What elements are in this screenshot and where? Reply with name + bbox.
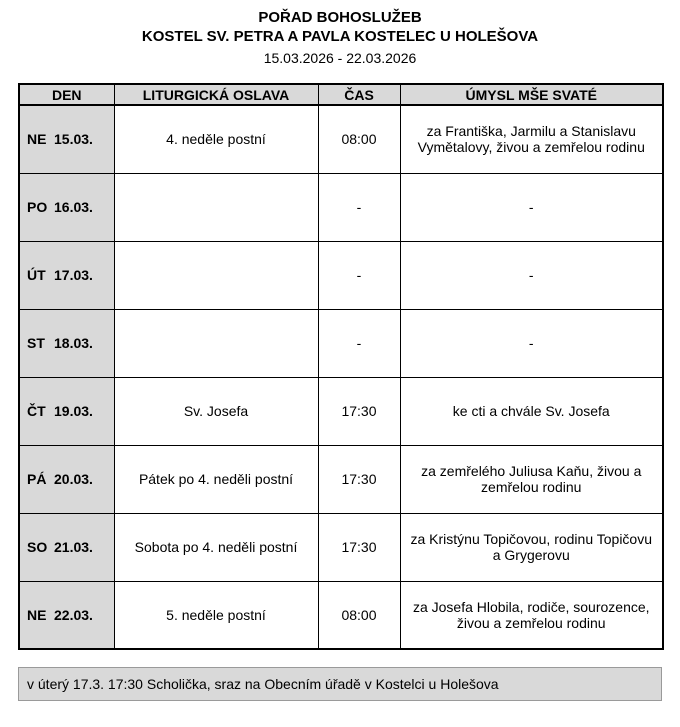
time-cell: 17:30	[318, 445, 400, 513]
col-header-umysl: ÚMYSL MŠE SVATÉ	[400, 84, 663, 105]
time-cell: 17:30	[318, 377, 400, 445]
day-cell	[19, 377, 114, 445]
intention-cell: -	[400, 173, 663, 241]
church-name: KOSTEL SV. PETRA A PAVLA KOSTELEC U HOLEŠOVA	[141, 28, 539, 45]
schedule-row	[19, 581, 663, 649]
day-date: 17.03.	[54, 267, 93, 283]
date-range: 15.03.2026 - 22.03.2026	[263, 50, 417, 66]
intention-cell: -	[400, 309, 663, 377]
celebration-cell: Sobota po 4. neděli postní	[114, 513, 318, 581]
celebration-cell: 4. neděle postní	[114, 105, 318, 173]
col-header-den: DEN	[19, 84, 114, 105]
intention-cell: za zemřelého Juliusa Kaňu, živou a zemřelou rodinu	[400, 445, 663, 513]
footer-note-text: v úterý 17.3. 17:30 Scholička, sraz na Obecním úřadě v Kostelci u Holešova	[27, 676, 499, 692]
day-abbr: NE	[27, 606, 47, 623]
intention-cell: za Kristýnu Topičovou, rodinu Topičovu a Grygerovu	[400, 513, 663, 581]
day-date: 15.03.	[54, 131, 93, 148]
intention-cell: ke cti a chvále Sv. Josefa	[400, 377, 663, 445]
day-date: 16.03.	[54, 199, 93, 215]
day-abbr: ÚT	[27, 267, 46, 283]
intention-cell: za Josefa Hlobila, rodiče, sourozence, živou a zemřelou rodinu	[400, 581, 663, 649]
celebration-cell: Sv. Josefa	[114, 377, 318, 445]
schedule-row	[19, 241, 663, 309]
schedule-row	[19, 513, 663, 581]
footer-note	[18, 667, 662, 701]
day-cell	[19, 173, 114, 241]
schedule-row	[19, 445, 663, 513]
day-cell	[19, 513, 114, 581]
day-abbr: NE	[27, 131, 47, 148]
schedule-table	[18, 83, 664, 650]
schedule-row	[19, 377, 663, 445]
table-header-row	[19, 84, 663, 105]
day-cell	[19, 309, 114, 377]
day-abbr: ČT	[27, 403, 46, 419]
page-title: POŘAD BOHOSLUŽEB	[258, 9, 422, 26]
day-date: 21.03.	[54, 539, 93, 555]
celebration-cell: 5. neděle postní	[114, 581, 318, 649]
schedule-row	[19, 173, 663, 241]
day-abbr: SO	[27, 539, 48, 555]
col-header-liturgicka-oslava: LITURGICKÁ OSLAVA	[114, 84, 318, 105]
day-cell	[19, 445, 114, 513]
day-date: 18.03.	[54, 335, 93, 351]
document-header	[18, 8, 662, 68]
schedule-row	[19, 309, 663, 377]
time-cell: 08:00	[318, 105, 400, 173]
day-date: 19.03.	[54, 403, 93, 419]
day-cell	[19, 581, 114, 649]
day-cell	[19, 241, 114, 309]
day-abbr: ST	[27, 335, 45, 351]
time-cell: -	[318, 241, 400, 309]
celebration-cell	[114, 241, 318, 309]
time-cell: -	[318, 173, 400, 241]
intention-cell: za Františka, Jarmilu a Stanislavu Vymětalovy, živou a zemřelou rodinu	[400, 105, 663, 173]
day-abbr: PO	[27, 199, 48, 215]
celebration-cell	[114, 173, 318, 241]
day-date: 22.03.	[54, 606, 93, 623]
intention-cell: -	[400, 241, 663, 309]
time-cell: -	[318, 309, 400, 377]
day-abbr: PÁ	[27, 471, 47, 487]
day-cell	[19, 105, 114, 173]
schedule-row	[19, 105, 663, 173]
celebration-cell	[114, 309, 318, 377]
celebration-cell: Pátek po 4. neděli postní	[114, 445, 318, 513]
col-header-cas: ČAS	[318, 84, 400, 105]
day-date: 20.03.	[54, 471, 93, 487]
time-cell: 17:30	[318, 513, 400, 581]
time-cell: 08:00	[318, 581, 400, 649]
